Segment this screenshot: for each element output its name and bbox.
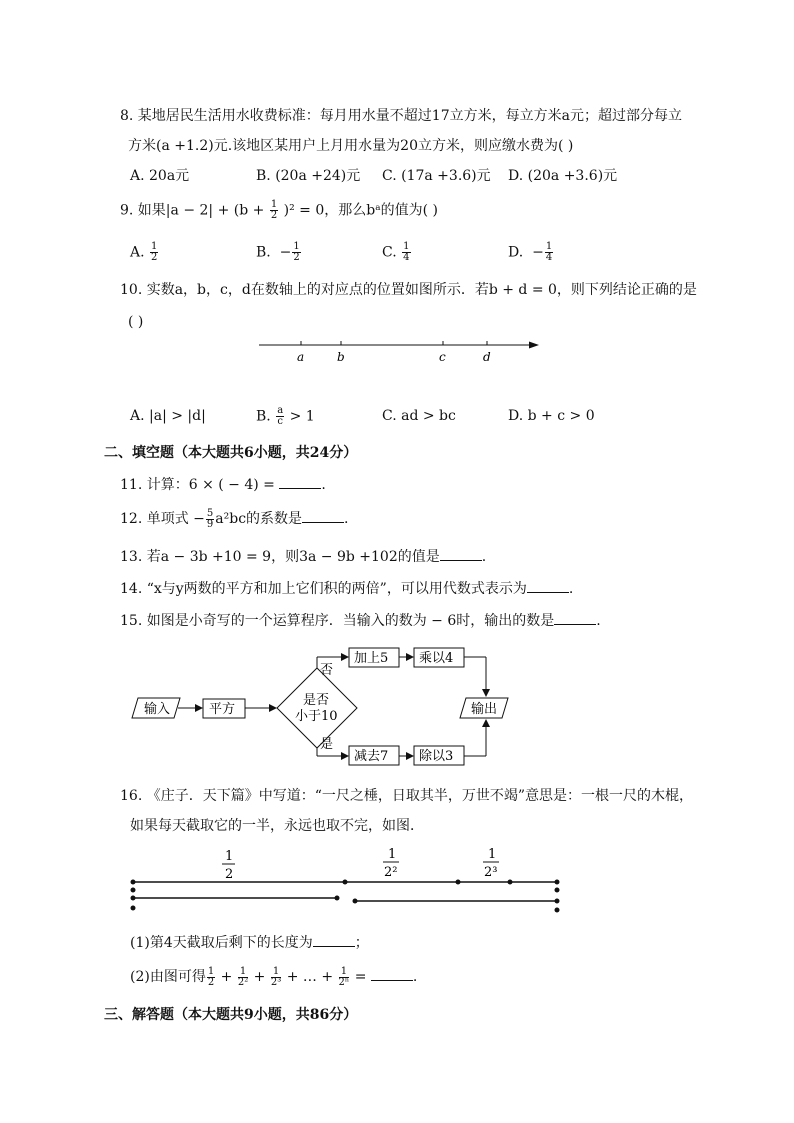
flow-decision-line2: 小于10 [295, 709, 338, 724]
number-line-figure [255, 336, 545, 368]
axis-label-a: a [297, 350, 305, 364]
q16-line1: 16. 《庄子．天下篇》中写道：“一尺之棰，日取其半，万世不竭”意思是：一根一尺的木棍， [120, 788, 694, 804]
flow-input-label: 输入 [144, 702, 171, 717]
q9-suffix: )² = 0，那么bᵃ的值为( ) [283, 202, 439, 219]
q8-option-c: C. (17a +3.6)元 [382, 168, 491, 184]
flow-decision-diamond [277, 668, 357, 748]
q10-option-c: C. ad > bc [382, 408, 456, 424]
stick-label-1-num: 1 [225, 849, 234, 864]
flowchart-figure [130, 640, 510, 770]
q9-option-a: A. $\frac{1}{2}$ [130, 241, 158, 263]
axis-label-c: c [439, 350, 446, 364]
q12: 12. 单项式 − $\frac{5}{9}$ a²bc的系数是 . [120, 507, 349, 530]
q8-line1: 8. 某地居民生活用水收费标准：每月用水量不超过17立方米，每立方米a元；超过部分每立 [120, 108, 682, 124]
q13-answer-blank [440, 546, 482, 561]
q9-prefix: 9. 如果|a − 2| + (b + [120, 202, 265, 219]
flow-square-label: 平方 [209, 702, 236, 717]
section-3-title: 三、解答题（本大题共9小题，共86分） [104, 1007, 358, 1023]
q9-option-d: D. − $\frac{1}{4}$ [508, 241, 553, 263]
axis-label-b: b [337, 350, 345, 364]
q8-option-b: B. (20a +24)元 [256, 168, 361, 184]
q8-line2: 方米(a +1.2)元.该地区某用户上月用水量为20立方米，则应缴水费为( ) [128, 138, 574, 154]
q15-answer-blank [554, 610, 596, 625]
q14-answer-blank [527, 578, 569, 593]
q9-option-b: B. − $\frac{1}{2}$ [256, 241, 300, 263]
stick-label-3-den: 2³ [484, 865, 498, 880]
q9-fraction: $\frac{1}{2}$ [270, 199, 278, 221]
q10-line1: 10. 实数a，b，c，d在数轴上的对应点的位置如图所示．若b + d = 0，则下列结论正确的是 [120, 282, 697, 298]
q16-sub2: (2)由图可得 $\frac{1}{2}$ + $\frac{1}{\text{2²}}$ + $\frac{1}{\text{2³}}$ + … + $\frac{1}{\text{2ⁿ}}$ = . [130, 965, 418, 988]
stick-label-3-num: 1 [488, 847, 497, 862]
flow-decision-line1: 是否 [303, 693, 330, 708]
flow-add-label: 加上5 [354, 651, 389, 666]
flow-div-label: 除以3 [419, 749, 454, 764]
q8-option-a: A. 20a元 [130, 168, 190, 184]
section-2-title: 二、填空题（本大题共6小题，共24分） [104, 445, 358, 461]
q10-option-d: D. b + c > 0 [508, 408, 595, 424]
flow-output-label: 输出 [471, 702, 498, 717]
q16-sub1: (1)第4天截取后剩下的长度为 ； [130, 932, 369, 953]
flow-no-label: 否 [320, 663, 334, 678]
q14: 14. “x与y两数的平方和加上它们积的两倍”，可以用代数式表示为 . [120, 578, 573, 599]
flow-sub-label: 减去7 [354, 749, 389, 764]
axis-label-d: d [483, 350, 491, 364]
q10-option-b: B. $\frac{a}{c}$ > 1 [256, 405, 315, 427]
q16-line2: 如果每天截取它的一半，永远也取不完，如图． [130, 818, 424, 834]
q11: 11. 计算：6 × ( − 4) = . [120, 474, 326, 495]
q12-answer-blank [302, 508, 344, 523]
q11-answer-blank [279, 474, 321, 489]
flow-yes-label: 是 [320, 737, 334, 752]
stick-figure [125, 846, 570, 916]
q9-stem [120, 200, 438, 221]
stick-label-2-den: 2² [384, 865, 398, 880]
q10-option-a: A. |a| > |d| [130, 408, 206, 424]
q13: 13. 若a − 3b +10 = 9，则3a − 9b +102的值是 . [120, 546, 486, 567]
q8-option-d: D. (20a +3.6)元 [508, 168, 618, 184]
stick-label-1-den: 2 [225, 867, 234, 882]
q10-line2: ( ) [128, 314, 144, 330]
q16-sub2-answer-blank [371, 966, 413, 981]
q16-sub1-answer-blank [313, 932, 355, 947]
stick-label-2-num: 1 [388, 847, 397, 862]
number-line-arrow [529, 342, 539, 349]
q9-option-c: C. $\frac{1}{4}$ [382, 241, 410, 263]
flow-mul-label: 乘以4 [419, 651, 454, 666]
q15: 15. 如图是小奇写的一个运算程序．当输入的数为 − 6时，输出的数是 . [120, 610, 601, 631]
